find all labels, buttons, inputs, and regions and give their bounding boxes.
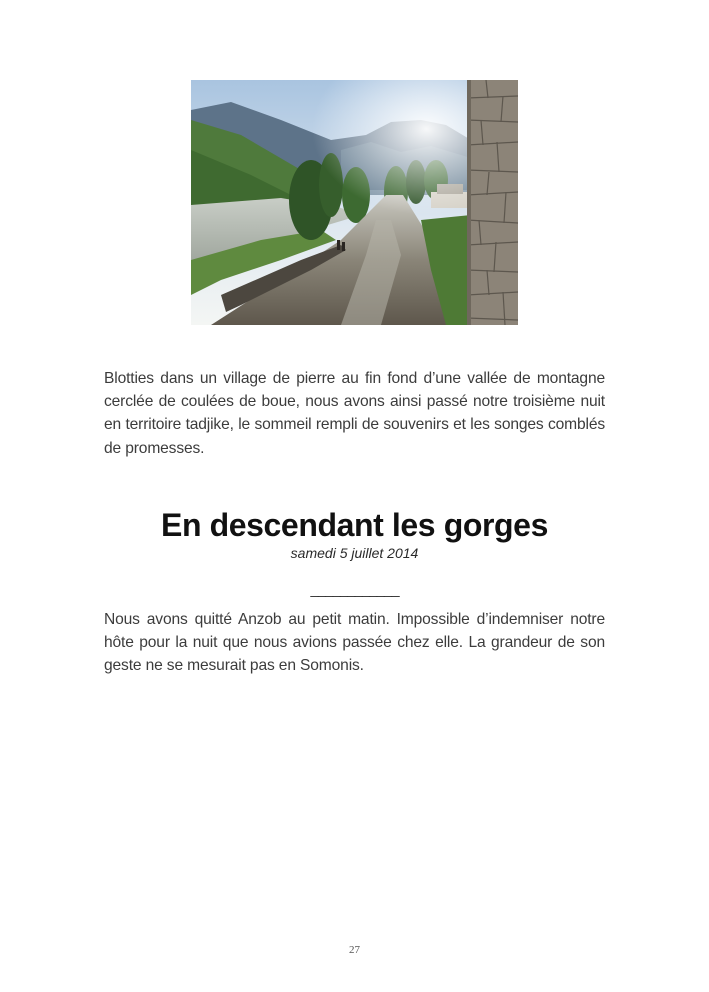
paragraph-intro: Blotties dans un village de pierre au fin fond d’une vallée de montagne cerclée de coulées de boue, nous avons ainsi passé notre troisième nuit en territoire tadjike, le sommeil rempli de souvenirs et les songes comblés de promesses. [104, 370, 605, 457]
landscape-photo [191, 80, 518, 325]
chapter-date: samedi 5 juillet 2014 [290, 545, 419, 561]
section-separator: ____________ [310, 581, 399, 598]
paragraph-chapter-body: Nous avons quitté Anzob au petit matin. Impossible d’indemniser notre hôte pour la nuit que nous avions passée chez elle. La grandeur de son geste ne se mesurait pas en Somonis. [104, 611, 605, 675]
chapter-title: En descendant les gorges [161, 507, 548, 543]
page-number: 27 [349, 944, 360, 956]
